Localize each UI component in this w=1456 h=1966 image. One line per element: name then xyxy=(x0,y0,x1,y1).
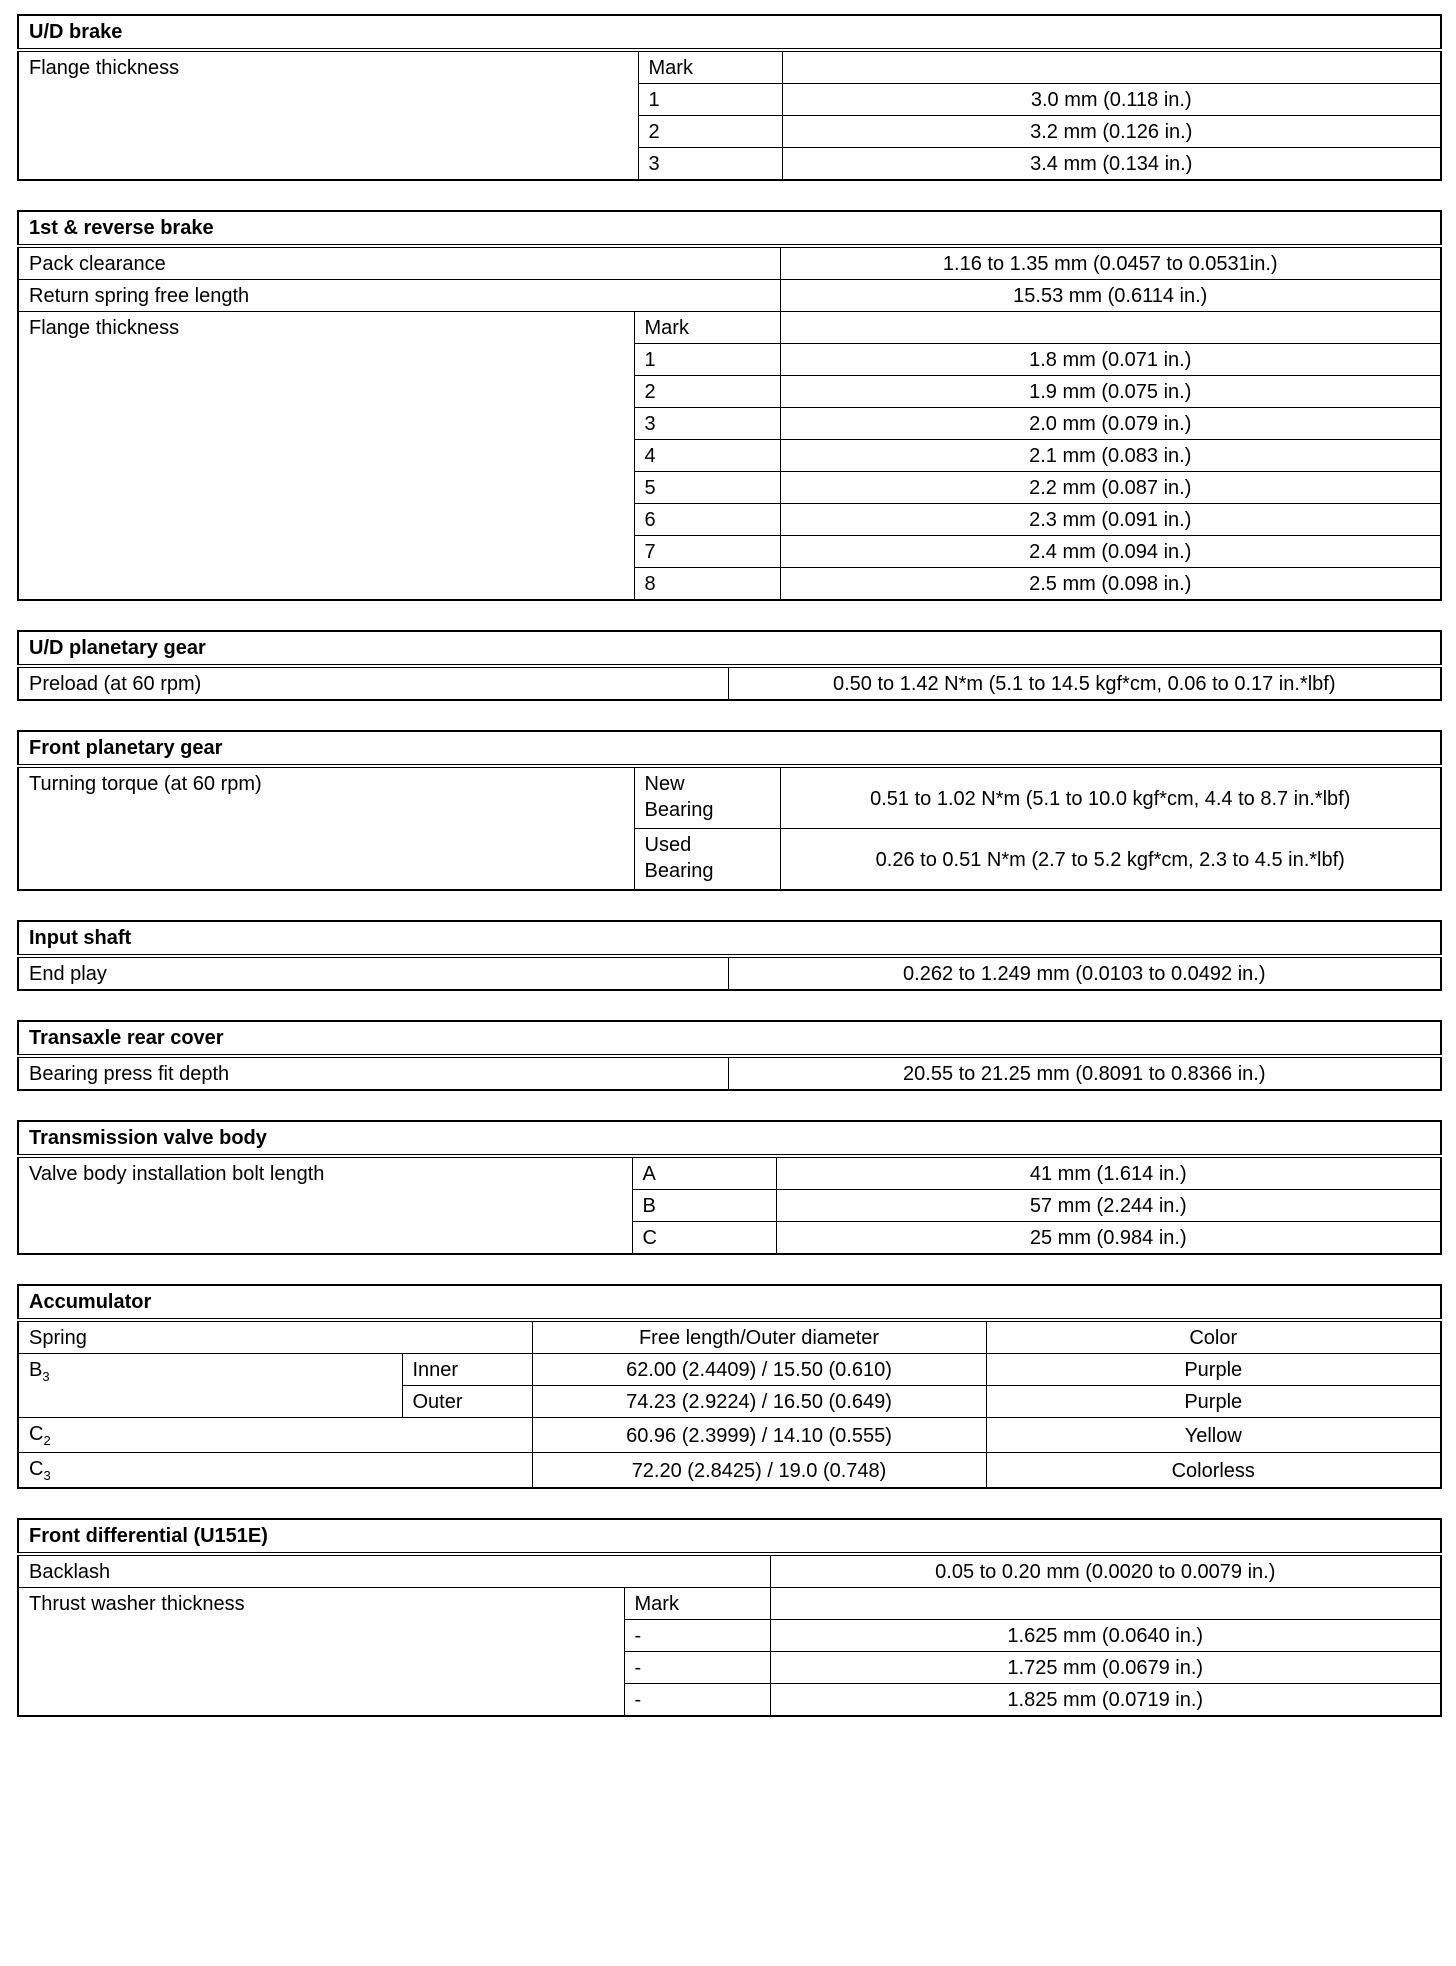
value-cell: 15.53 mm (0.6114 in.) xyxy=(780,280,1441,312)
spec-page xyxy=(17,14,1442,1717)
value-cell: 57 mm (2.244 in.) xyxy=(776,1190,1441,1222)
mark-cell: A xyxy=(632,1156,776,1190)
section-title: U/D planetary gear xyxy=(18,631,1441,666)
rear-cover-table xyxy=(17,1020,1442,1091)
row-label: Return spring free length xyxy=(18,280,780,312)
value-cell: 3.2 mm (0.126 in.) xyxy=(782,116,1441,148)
ud-planetary-table xyxy=(17,630,1442,701)
table-row xyxy=(18,50,1441,84)
value-cell: 3.0 mm (0.118 in.) xyxy=(782,84,1441,116)
row-label: End play xyxy=(18,956,728,990)
value-cell: 0.05 to 0.20 mm (0.0020 to 0.0079 in.) xyxy=(770,1554,1441,1588)
new-bearing-label: New Bearing xyxy=(634,766,780,829)
table-row xyxy=(18,1418,1441,1453)
value-cell: 0.262 to 1.249 mm (0.0103 to 0.0492 in.) xyxy=(728,956,1441,990)
value-cell: 1.16 to 1.35 mm (0.0457 to 0.0531in.) xyxy=(780,246,1441,280)
value-cell: 72.20 (2.8425) / 19.0 (0.748) xyxy=(532,1453,986,1489)
section-title: Transaxle rear cover xyxy=(18,1021,1441,1056)
section-title: Accumulator xyxy=(18,1285,1441,1320)
section-title: Front planetary gear xyxy=(18,731,1441,766)
value-cell: 2.5 mm (0.098 in.) xyxy=(780,568,1441,601)
mark-cell: 2 xyxy=(638,116,782,148)
value-cell: 1.725 mm (0.0679 in.) xyxy=(770,1652,1441,1684)
table-row xyxy=(18,1354,1441,1386)
accumulator-table xyxy=(17,1284,1442,1489)
table-row xyxy=(18,280,1441,312)
spring-header: Spring xyxy=(18,1320,532,1354)
mark-cell: 6 xyxy=(634,504,780,536)
table-row xyxy=(18,1554,1441,1588)
mark-cell: 5 xyxy=(634,472,780,504)
mark-cell: C xyxy=(632,1222,776,1255)
value-cell: 0.51 to 1.02 N*m (5.1 to 10.0 kgf*cm, 4.4 to 8.7 in.*lbf) xyxy=(780,766,1441,829)
value-cell: 20.55 to 21.25 mm (0.8091 to 0.8366 in.) xyxy=(728,1056,1441,1090)
value-cell: 1.825 mm (0.0719 in.) xyxy=(770,1684,1441,1717)
row-label: Turning torque (at 60 rpm) xyxy=(18,766,634,890)
mark-cell: 8 xyxy=(634,568,780,601)
value-cell: 2.1 mm (0.083 in.) xyxy=(780,440,1441,472)
value-cell: 3.4 mm (0.134 in.) xyxy=(782,148,1441,181)
section-title: U/D brake xyxy=(18,15,1441,50)
table-row xyxy=(18,1320,1441,1354)
table-row xyxy=(18,246,1441,280)
row-label: Bearing press fit depth xyxy=(18,1056,728,1090)
table-row xyxy=(18,1056,1441,1090)
mark-cell: 2 xyxy=(634,376,780,408)
row-label: Flange thickness xyxy=(18,312,634,601)
front-planetary-table xyxy=(17,730,1442,891)
used-bearing-label: Used Bearing xyxy=(634,829,780,891)
ud-brake-table xyxy=(17,14,1442,181)
mark-cell: 1 xyxy=(634,344,780,376)
value-cell: 74.23 (2.9224) / 16.50 (0.649) xyxy=(532,1386,986,1418)
table-row xyxy=(18,666,1441,700)
row-label: Preload (at 60 rpm) xyxy=(18,666,728,700)
mark-header: Mark xyxy=(634,312,780,344)
outer-label: Outer xyxy=(402,1386,532,1418)
mark-cell: 4 xyxy=(634,440,780,472)
value-cell: 2.2 mm (0.087 in.) xyxy=(780,472,1441,504)
input-shaft-table xyxy=(17,920,1442,991)
color-header: Color xyxy=(986,1320,1441,1354)
value-cell: 62.00 (2.4409) / 15.50 (0.610) xyxy=(532,1354,986,1386)
value-cell: 25 mm (0.984 in.) xyxy=(776,1222,1441,1255)
value-cell: 1.625 mm (0.0640 in.) xyxy=(770,1620,1441,1652)
mark-cell: 3 xyxy=(634,408,780,440)
row-label: Flange thickness xyxy=(18,50,638,180)
section-title: 1st & reverse brake xyxy=(18,211,1441,246)
value-cell: 2.0 mm (0.079 in.) xyxy=(780,408,1441,440)
value-cell: 41 mm (1.614 in.) xyxy=(776,1156,1441,1190)
value-cell: 2.3 mm (0.091 in.) xyxy=(780,504,1441,536)
spring-c3: $C_3$ xyxy=(18,1453,532,1489)
mark-cell: B xyxy=(632,1190,776,1222)
row-label: Thrust washer thickness xyxy=(18,1588,624,1717)
color-cell: Yellow xyxy=(986,1418,1441,1453)
value-cell: 1.9 mm (0.075 in.) xyxy=(780,376,1441,408)
mark-header: Mark xyxy=(624,1588,770,1620)
value-cell: 0.26 to 0.51 N*m (2.7 to 5.2 kgf*cm, 2.3 to 4.5 in.*lbf) xyxy=(780,829,1441,891)
mark-cell: - xyxy=(624,1620,770,1652)
row-label: Pack clearance xyxy=(18,246,780,280)
spring-c2: $C_2$ xyxy=(18,1418,532,1453)
value-cell: 0.50 to 1.42 N*m (5.1 to 14.5 kgf*cm, 0.06 to 0.17 in.*lbf) xyxy=(728,666,1441,700)
row-label: Backlash xyxy=(18,1554,770,1588)
value-cell: 2.4 mm (0.094 in.) xyxy=(780,536,1441,568)
mark-cell: - xyxy=(624,1652,770,1684)
section-title: Transmission valve body xyxy=(18,1121,1441,1156)
mark-cell: 3 xyxy=(638,148,782,181)
color-cell: Purple xyxy=(986,1354,1441,1386)
mark-cell: 1 xyxy=(638,84,782,116)
section-title: Front differential (U151E) xyxy=(18,1519,1441,1554)
mark-cell: 7 xyxy=(634,536,780,568)
table-row xyxy=(18,956,1441,990)
table-row xyxy=(18,766,1441,829)
table-row xyxy=(18,1453,1441,1489)
mark-cell: - xyxy=(624,1684,770,1717)
valve-body-table xyxy=(17,1120,1442,1255)
section-title: Input shaft xyxy=(18,921,1441,956)
value-cell: 60.96 (2.3999) / 14.10 (0.555) xyxy=(532,1418,986,1453)
table-row xyxy=(18,1588,1441,1620)
free-length-header: Free length/Outer diameter xyxy=(532,1320,986,1354)
inner-label: Inner xyxy=(402,1354,532,1386)
table-row xyxy=(18,312,1441,344)
first-reverse-brake-table xyxy=(17,210,1442,601)
spring-b3: $B_3$ xyxy=(18,1354,402,1418)
mark-header: Mark xyxy=(638,50,782,84)
color-cell: Purple xyxy=(986,1386,1441,1418)
table-row xyxy=(18,1156,1441,1190)
color-cell: Colorless xyxy=(986,1453,1441,1489)
value-cell: 1.8 mm (0.071 in.) xyxy=(780,344,1441,376)
row-label: Valve body installation bolt length xyxy=(18,1156,632,1254)
front-differential-table xyxy=(17,1518,1442,1717)
